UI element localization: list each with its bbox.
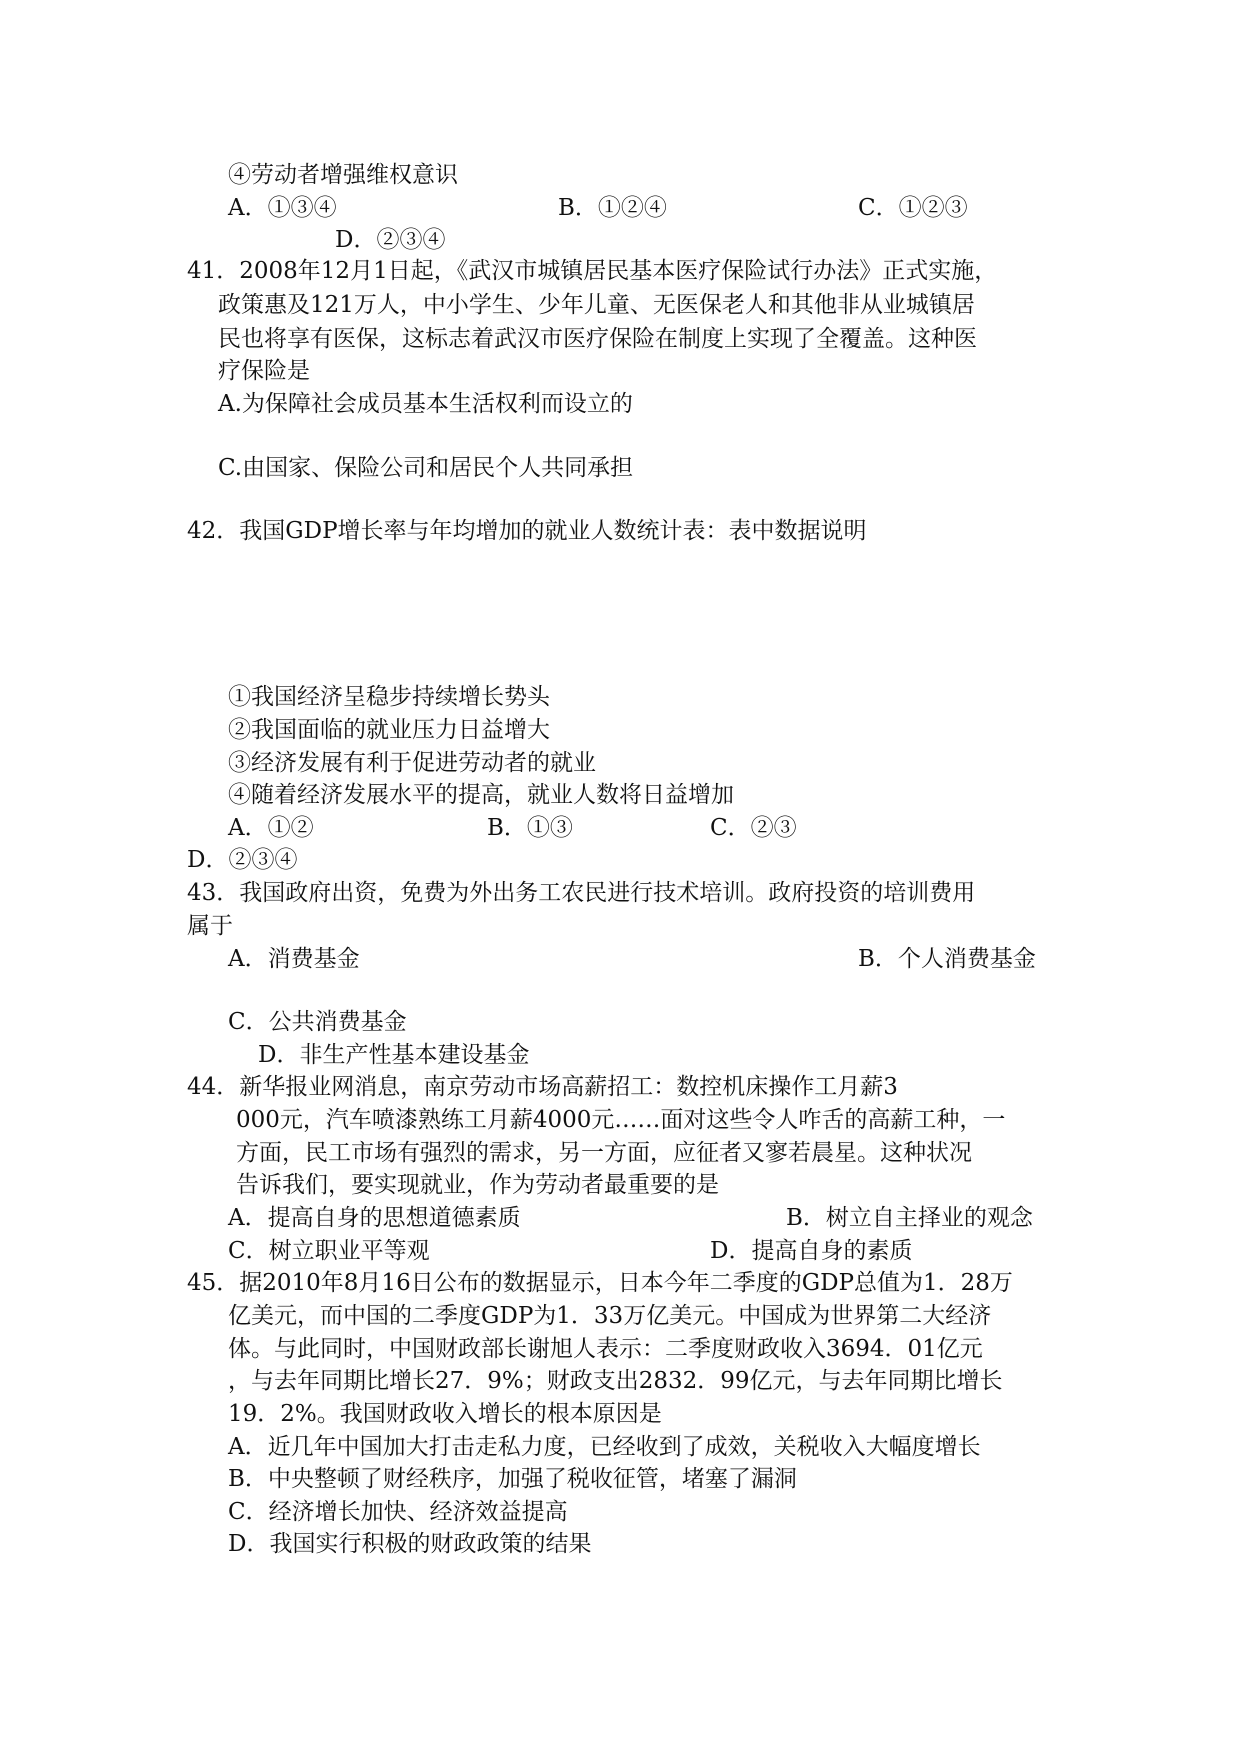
q44-stem-line-2: 000元，汽车喷漆熟练工月薪4000元……面对这些令人咋舌的高薪工种，一 [236, 1107, 1006, 1133]
q42-statement-1: ①我国经济呈稳步持续增长势头 [228, 684, 550, 710]
q40-answer-a: A．①③④ [228, 195, 337, 221]
q42-stem-line-1: 42．我国GDP增长率与年均增加的就业人数统计表：表中数据说明 [187, 518, 867, 544]
q44-stem-line-1: 44．新华报业网消息，南京劳动市场高薪招工：数控机床操作工月薪3 [187, 1074, 898, 1100]
q43-option-b: B．个人消费基金 [858, 946, 1036, 972]
q43-stem-line-1: 43．我国政府出资，免费为外出务工农民进行技术培训。政府投资的培训费用 [187, 880, 976, 906]
q40-answer-b: B．①②④ [558, 195, 667, 221]
q45-stem-line-3: 体。与此同时，中国财政部长谢旭人表示：二季度财政收入3694．01亿元 [228, 1336, 983, 1362]
q43-option-c: C．公共消费基金 [228, 1009, 407, 1035]
q44-option-a: A．提高自身的思想道德素质 [228, 1205, 521, 1231]
q45-option-c: C．经济增长加快、经济效益提高 [228, 1499, 568, 1525]
q41-stem-line-1: 41．2008年12月1日起，《武汉市城镇居民基本医疗保险试行办法》正式实施， [187, 258, 998, 284]
q43-stem-line-2: 属于 [187, 913, 233, 939]
q45-stem-line-1: 45．据2010年8月16日公布的数据显示，日本今年二季度的GDP总值为1．28万 [187, 1270, 1013, 1296]
q41-option-c: C.由国家、保险公司和居民个人共同承担 [218, 455, 634, 481]
q43-option-d: D．非生产性基本建设基金 [258, 1042, 530, 1068]
q45-option-d: D．我国实行积极的财政政策的结果 [228, 1531, 592, 1557]
q41-stem-line-3: 民也将享有医保，这标志着武汉市医疗保险在制度上实现了全覆盖。这种医 [218, 326, 977, 352]
q44-option-d: D．提高自身的素质 [710, 1238, 913, 1264]
q42-answer-b: B．①③ [487, 815, 573, 841]
q42-answer-d: D．②③④ [187, 847, 298, 873]
q41-stem-line-4: 疗保险是 [218, 358, 310, 384]
q45-stem-line-2: 亿美元，而中国的二季度GDP为1．33万亿美元。中国成为世界第二大经济 [228, 1303, 992, 1329]
q44-stem-line-3: 方面，民工市场有强烈的需求，另一方面，应征者又寥若晨星。这种状况 [236, 1140, 972, 1166]
q42-statement-2: ②我国面临的就业压力日益增大 [228, 717, 550, 743]
q44-option-c: C．树立职业平等观 [228, 1238, 430, 1264]
q42-answer-c: C．②③ [710, 815, 797, 841]
q41-option-a: A.为保障社会成员基本生活权利而设立的 [218, 391, 633, 417]
q45-stem-line-4: ，与去年同期比增长27．9%；财政支出2832．99亿元，与去年同期比增长 [228, 1368, 1003, 1394]
q45-option-b: B．中央整顿了财经秩序，加强了税收征管，堵塞了漏洞 [228, 1466, 797, 1492]
q41-stem-line-2: 政策惠及121万人，中小学生、少年儿童、无医保老人和其他非从业城镇居 [218, 292, 975, 318]
q45-stem-line-5: 19．2%。我国财政收入增长的根本原因是 [228, 1401, 662, 1427]
q45-option-a: A．近几年中国加大打击走私力度，已经收到了成效，关税收入大幅度增长 [228, 1434, 981, 1460]
q43-option-a: A．消费基金 [228, 946, 360, 972]
q42-statement-3: ③经济发展有利于促进劳动者的就业 [228, 750, 596, 776]
q44-option-b: B．树立自主择业的观念 [786, 1205, 1033, 1231]
q40-answer-c: C．①②③ [858, 195, 968, 221]
q42-statement-4: ④随着经济发展水平的提高，就业人数将日益增加 [228, 782, 734, 808]
q42-answer-a: A．①② [228, 815, 314, 841]
q40-answer-d: D．②③④ [335, 227, 446, 253]
q44-stem-line-4: 告诉我们，要实现就业，作为劳动者最重要的是 [236, 1172, 719, 1198]
q40-option-4: ④劳动者增强维权意识 [228, 162, 458, 188]
